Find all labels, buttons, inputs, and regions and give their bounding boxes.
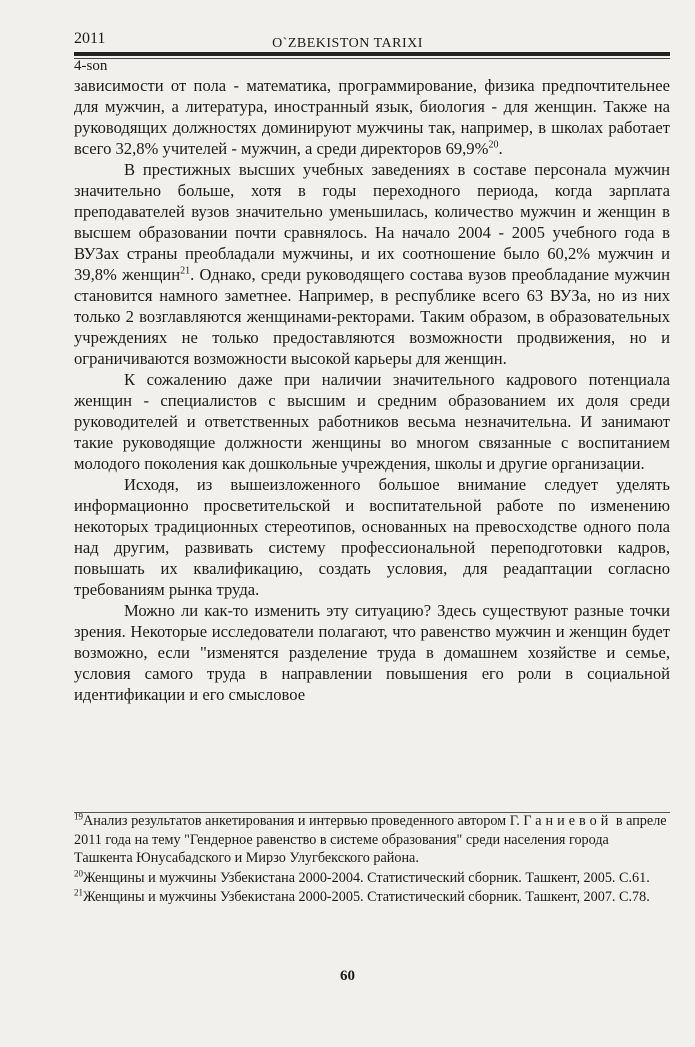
footnote-20 xyxy=(74,869,670,888)
header-rule-thin xyxy=(74,58,670,59)
paragraph-1-tail: . xyxy=(498,139,503,158)
paragraph-2-text: В престижных высших учебных заведениях в составе персонала мужчин значительно больше, хотя в годы переходного периода, когда зарплата преподавателей вузов значительно уменьшилась, количество мужчин и женщин в высшем образовании почти сравнялось. На начало 2004 - 2005 учебного года в ВУЗах страны преобладали мужчины, и их соотношение было 60,2% мужчин и 39,8% женщин xyxy=(74,160,670,284)
footnote-21 xyxy=(74,888,670,907)
paragraph-5: Можно ли как-то изменить эту ситуацию? Здесь существуют разные точки зрения. Некоторые исследователи полагают, что равенство мужчин и женщин будет возможно, если "изменятся разделение труда в домашнем хозяйстве и семье, условия самого труда в направлении повышения его роли в социальной идентификации и его смысловое xyxy=(74,601,670,704)
footnote-19 xyxy=(74,812,670,868)
paragraph-1-text: зависимости от пола - математика, программирование, физика предпочтительнее для мужчин, а литература, иностранный язык, биология - для женщин. Также на руководящих должностях доминируют мужчины так, например, в школах работает всего 32,8% учителей - мужчин, а среди директоров 69,9% xyxy=(74,76,670,158)
paragraph-3: К сожалению даже при наличии значительного кадрового потенциала женщин - специалистов с высшим и средним образованием их доля среди руководителей и ответственных работников весьма незначительна. И занимают такие руководящие должности женщины во многом связанные с воспитанием молодого поколения как дошкольные учреждения, школы и другие организации. xyxy=(74,370,670,473)
paragraph-2 xyxy=(74,159,670,369)
footnote-20-number: 20 xyxy=(74,867,83,878)
footnotes xyxy=(74,812,670,908)
header-year: 2011 xyxy=(74,30,106,47)
footnote-20-text: Женщины и мужчины Узбекистана 2000-2004. Статистический сборник. Ташкент, 2005. С.61. xyxy=(83,869,650,886)
header-journal-title: O`ZBEKISTON TARIXI xyxy=(272,36,423,51)
body-text xyxy=(74,75,670,705)
paragraph-1 xyxy=(74,75,670,159)
footnote-19-number: 19 xyxy=(74,811,83,822)
footnote-19-text-cont: в апреле 2011 года на тему "Гендерное равенство в системе образования" среди населения города Ташкента Юнусабадского и Мирзо Улугбекского района. xyxy=(74,813,667,866)
header-rule-thick xyxy=(74,52,670,56)
footnote-19-text: Анализ результатов анкетирования и интервью проведенного автором Г. xyxy=(83,813,520,829)
footnote-19-author: Ганиевой xyxy=(523,813,613,829)
footnote-ref-21: 21 xyxy=(180,265,191,277)
footnote-21-number: 21 xyxy=(74,887,83,898)
paragraph-2-tail: . Однако, среди руководящего состава вузов преобладание мужчин становится намного заметнее. Например, в республике всего 63 ВУЗа, но из них только 2 возглавляются женщинами-ректорами. Таким образом, в образовательных учреждениях не только предоставляются возможности продвижения, но и ограничиваются возможности высокой карьеры для женщин. xyxy=(74,265,670,368)
page-number: 60 xyxy=(340,968,355,984)
footnote-21-text: Женщины и мужчины Узбекистана 2000-2005. Статистический сборник. Ташкент, 2007. С.78. xyxy=(83,889,650,905)
paragraph-4: Исходя, из вышеизложенного большое внимание следует уделять информационно просветительской и воспитательной работе по изменению некоторых традиционных стереотипов, основанных на превосходстве одного пола над другим, развивать систему профессиональной переподготовки кадров, повышать их квалификацию, создать условия, для реадаптации согласно требованиям рынка труда. xyxy=(74,475,670,599)
footnote-ref-20: 20 xyxy=(488,139,499,151)
header-issue: 4-son xyxy=(74,58,108,74)
